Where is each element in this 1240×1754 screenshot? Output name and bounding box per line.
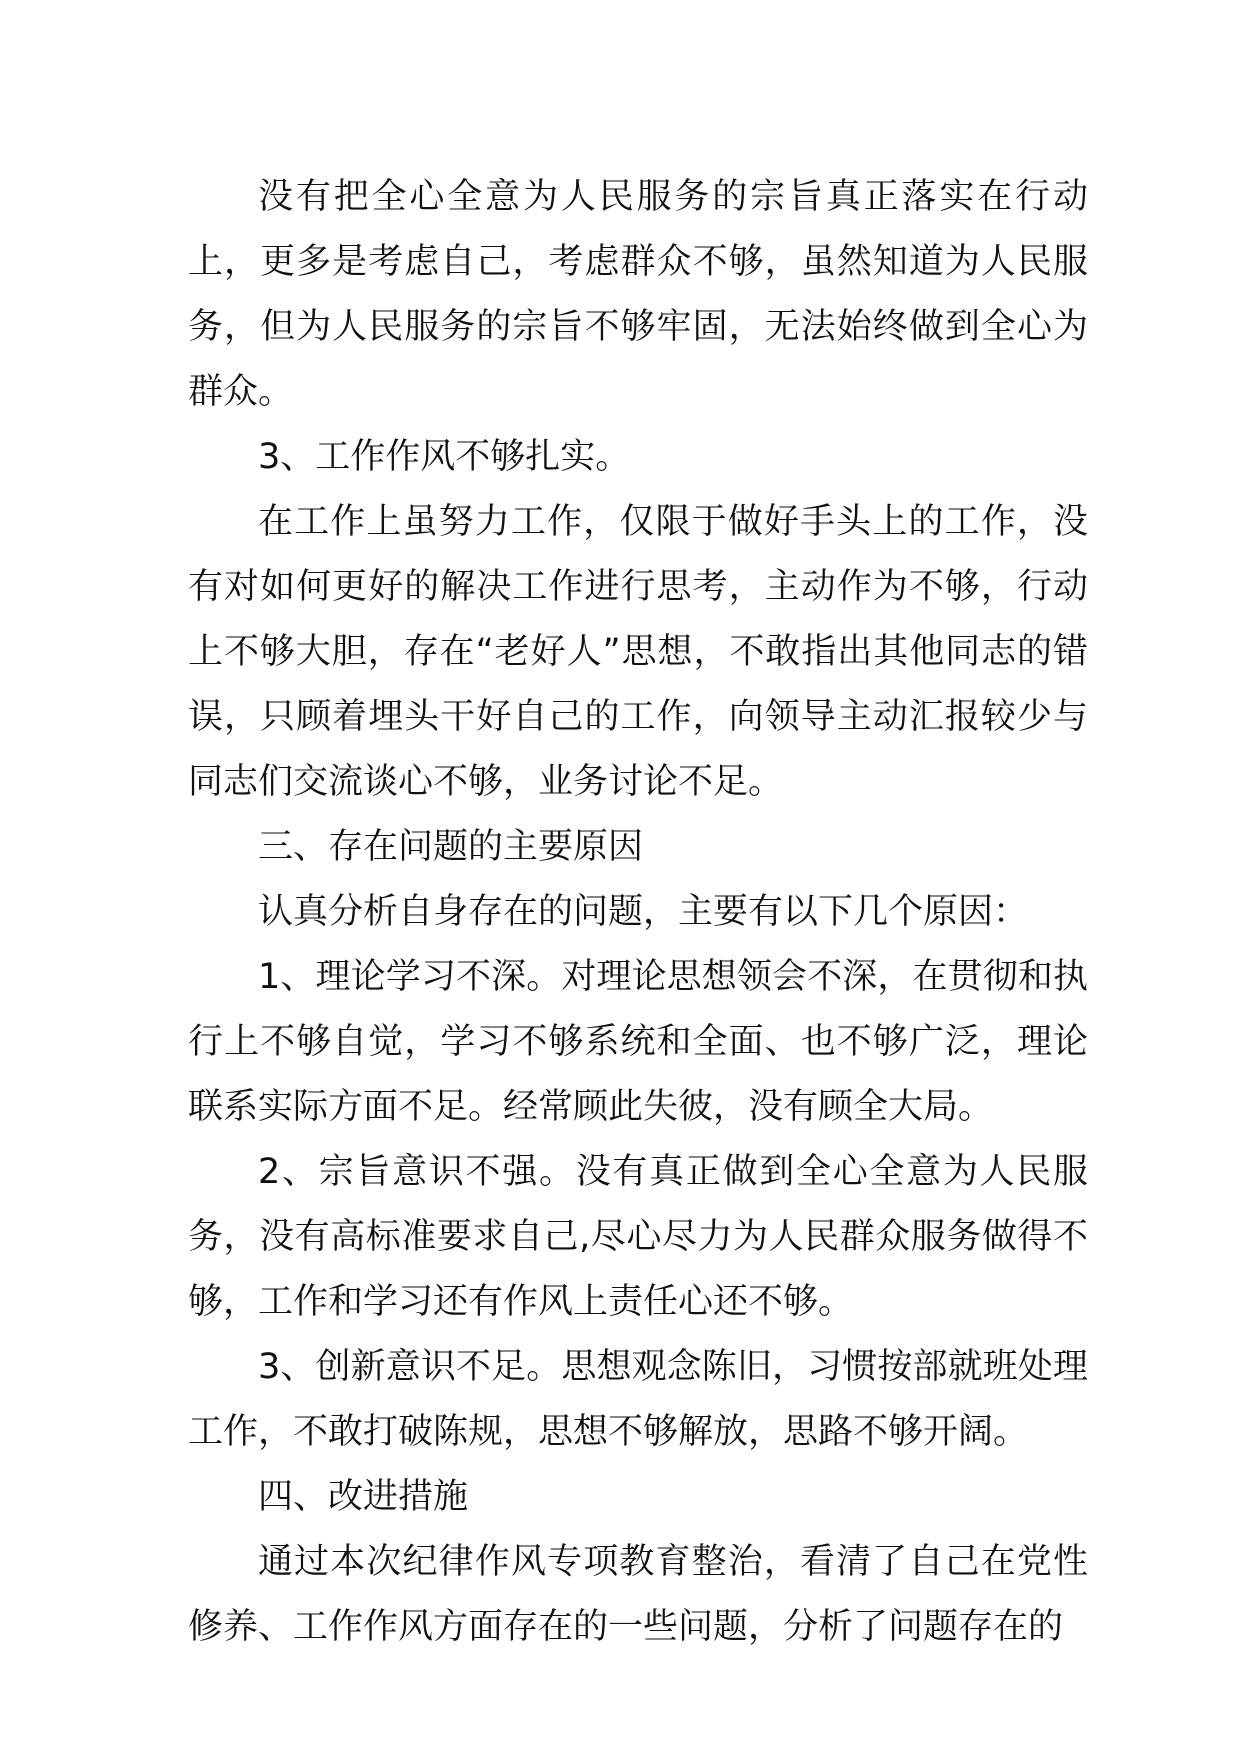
section-heading: 三、存在问题的主要原因: [258, 827, 644, 867]
document-body: [188, 165, 1088, 1660]
section-heading: 3、工作作风不够扎实。: [258, 437, 631, 477]
paragraph: 1、理论学习不深。对理论思想领会不深，在贯彻和执行上不够自觉，学习不够系统和全面、也不够广泛，理论联系实际方面不足。经常顾此失彼，没有顾全大局。: [188, 957, 1088, 1127]
paragraph: 2、宗旨意识不强。没有真正做到全心全意为人民服务，没有高标准要求自己,尽心尽力为人民群众服务做得不够，工作和学习还有作风上责任心还不够。: [188, 1152, 1088, 1322]
section-heading: 四、改进措施: [258, 1477, 469, 1517]
paragraph: 3、创新意识不足。思想观念陈旧，习惯按部就班处理工作，不敢打破陈规，思想不够解放，思路不够开阔。: [188, 1347, 1088, 1452]
paragraph: 在工作上虽努力工作，仅限于做好手头上的工作，没有对如何更好的解决工作进行思考，主动作为不够，行动上不够大胆，存在“老好人”思想，不敢指出其他同志的错误，只顾着埋头干好自己的工作，向领导主动汇报较少与同志们交流谈心不够，业务讨论不足。: [188, 502, 1088, 802]
paragraph: 通过本次纪律作风专项教育整治，看清了自己在党性修养、工作作风方面存在的一些问题，分析了问题存在的: [188, 1542, 1088, 1647]
paragraph: 认真分析自身存在的问题，主要有以下几个原因：: [258, 892, 1029, 932]
paragraph: 没有把全心全意为人民服务的宗旨真正落实在行动上，更多是考虑自己，考虑群众不够，虽然知道为人民服务，但为人民服务的宗旨不够牢固，无法始终做到全心为群众。: [188, 177, 1088, 412]
